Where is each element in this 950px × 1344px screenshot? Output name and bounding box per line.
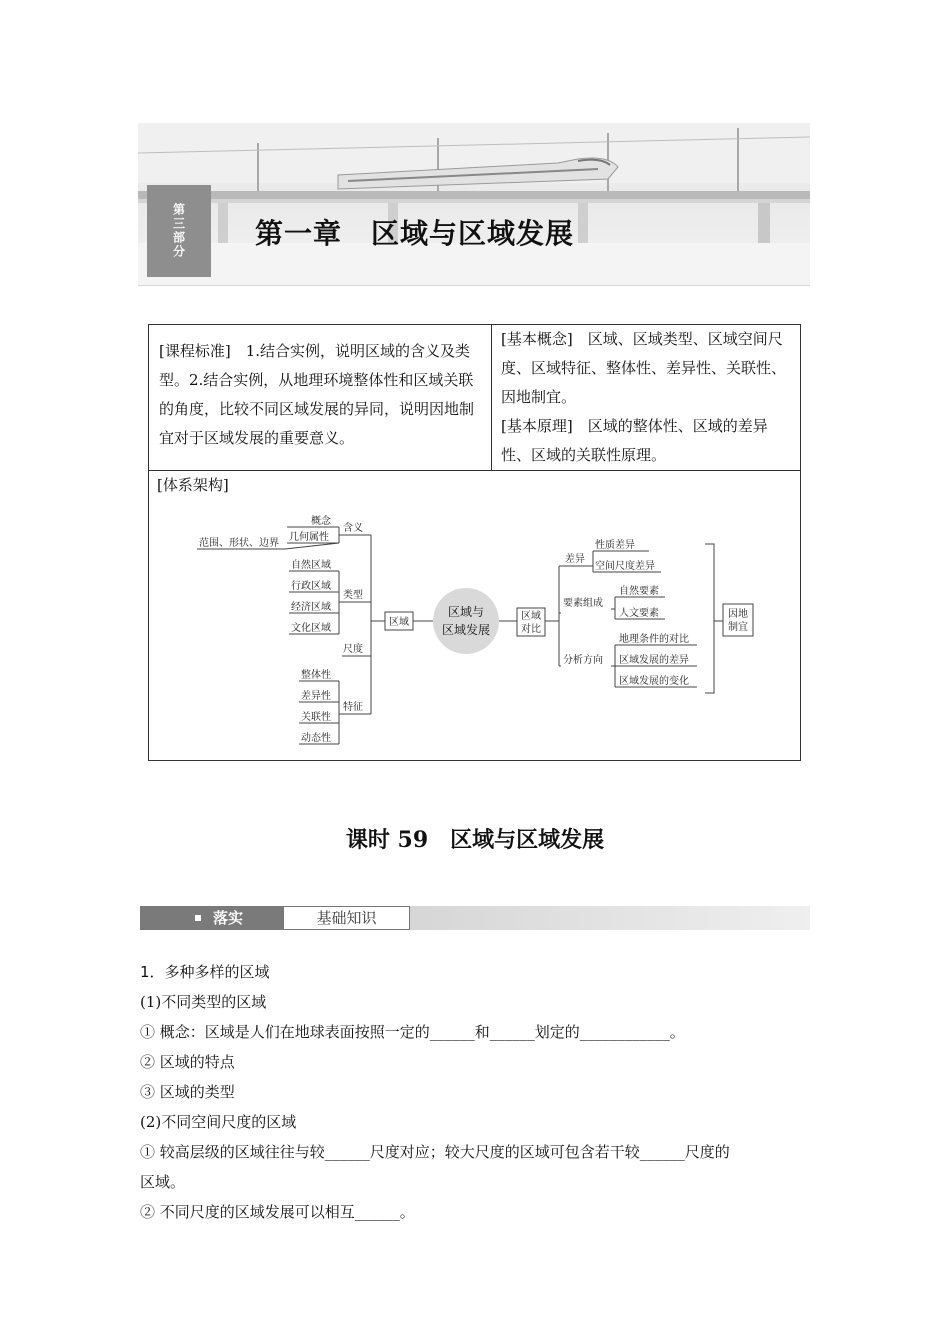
element-item: 自然要素	[619, 586, 659, 597]
content-line: ③ 区域的类型	[140, 1083, 235, 1101]
diff-node: 差异	[565, 554, 585, 565]
mind-map	[149, 471, 800, 760]
type-item: 文化区域	[291, 623, 331, 634]
type-item: 行政区域	[291, 581, 331, 592]
standards-table	[148, 324, 801, 761]
framework-label: [体系架构]	[157, 476, 229, 494]
direction-item: 地理条件的对比	[619, 634, 689, 645]
section-dark-tab	[140, 906, 283, 930]
basic-concept-text: 区域、区域类型、区域空间尺度、区域特征、整体性、差异性、关联性、因地制宜。	[501, 330, 787, 406]
right-root-line2: 对比	[521, 624, 541, 635]
content-line: ① 较高层级的区域往往与较______尺度对应；较大尺度的区域可包含若干较______尺度的	[140, 1143, 730, 1161]
content-line: 区域。	[140, 1173, 186, 1191]
chapter-title: 第一章 区域与区域发展	[255, 217, 575, 250]
chapter-banner	[138, 123, 810, 286]
elements-node: 要素组成	[563, 598, 603, 609]
framework-cell	[149, 471, 800, 760]
content-line: ② 区域的特点	[140, 1053, 235, 1071]
element-item: 人文要素	[619, 608, 659, 619]
left-root-node: 区域	[389, 617, 409, 628]
basic-principle-text: 区域的整体性、区域的差异性、区域的关联性原理。	[501, 417, 768, 464]
feature-item: 关联性	[301, 712, 331, 723]
type-item: 经济区域	[291, 602, 331, 613]
meaning-item-geometry: 几何属性	[289, 532, 329, 543]
direction-item: 区域发展的变化	[619, 676, 689, 687]
basic-principle-tag: [基本原理]	[501, 417, 573, 435]
type-item: 自然区域	[291, 560, 331, 571]
lesson-title: 课时 59 区域与区域发展	[345, 827, 605, 853]
feature-item: 整体性	[301, 670, 331, 681]
content-line: ① 概念：区域是人们在地球表面按照一定的______和______划定的____________。	[140, 1023, 685, 1041]
center-line1: 区域与	[447, 605, 485, 619]
direction-item: 区域发展的差异	[619, 655, 689, 666]
course-standard-cell	[149, 325, 492, 471]
geometry-detail: 范围、形状、边界	[199, 538, 279, 549]
result-line2: 制宜	[728, 622, 748, 633]
feature-node: 特征	[343, 702, 363, 713]
body-content	[140, 957, 812, 1227]
basic-concept-tag: [基本概念]	[501, 330, 573, 348]
result-line1: 因地	[728, 609, 748, 620]
course-standard-text: 1.结合实例，说明区域的含义及类型。2.结合实例，从地理环境整体性和区域关联的角度，比较不同区域发展的异同，说明因地制宜对于区域发展的重要意义。	[159, 342, 475, 447]
direction-node: 分析方向	[563, 655, 603, 666]
feature-item: 差异性	[301, 691, 331, 702]
right-root-line1: 区域	[521, 611, 541, 622]
section-dark-label: 落实	[213, 909, 244, 927]
course-standard-tag: [课程标准]	[159, 342, 231, 360]
heading-1: 1．多种多样的区域	[140, 963, 270, 981]
basic-concepts-cell	[492, 325, 800, 471]
scale-node: 尺度	[343, 644, 363, 655]
sub-heading: (1)不同类型的区域	[140, 993, 267, 1011]
diff-item: 空间尺度差异	[595, 561, 655, 572]
train-bridge-illustration	[138, 123, 810, 285]
sub-heading: (2)不同空间尺度的区域	[140, 1113, 297, 1131]
center-node	[433, 588, 499, 654]
type-node: 类型	[343, 590, 363, 601]
section-light-tab: 基础知识	[283, 906, 410, 930]
content-line: ② 不同尺度的区域发展可以相互______。	[140, 1203, 415, 1221]
diff-item: 性质差异	[595, 540, 635, 551]
square-bullet-icon	[195, 915, 201, 921]
meaning-node: 含义	[343, 523, 363, 534]
center-line2: 区域发展	[441, 623, 491, 637]
part-label: 第三部分	[147, 185, 211, 277]
feature-item: 动态性	[301, 733, 331, 744]
meaning-item-concept: 概念	[311, 516, 331, 527]
